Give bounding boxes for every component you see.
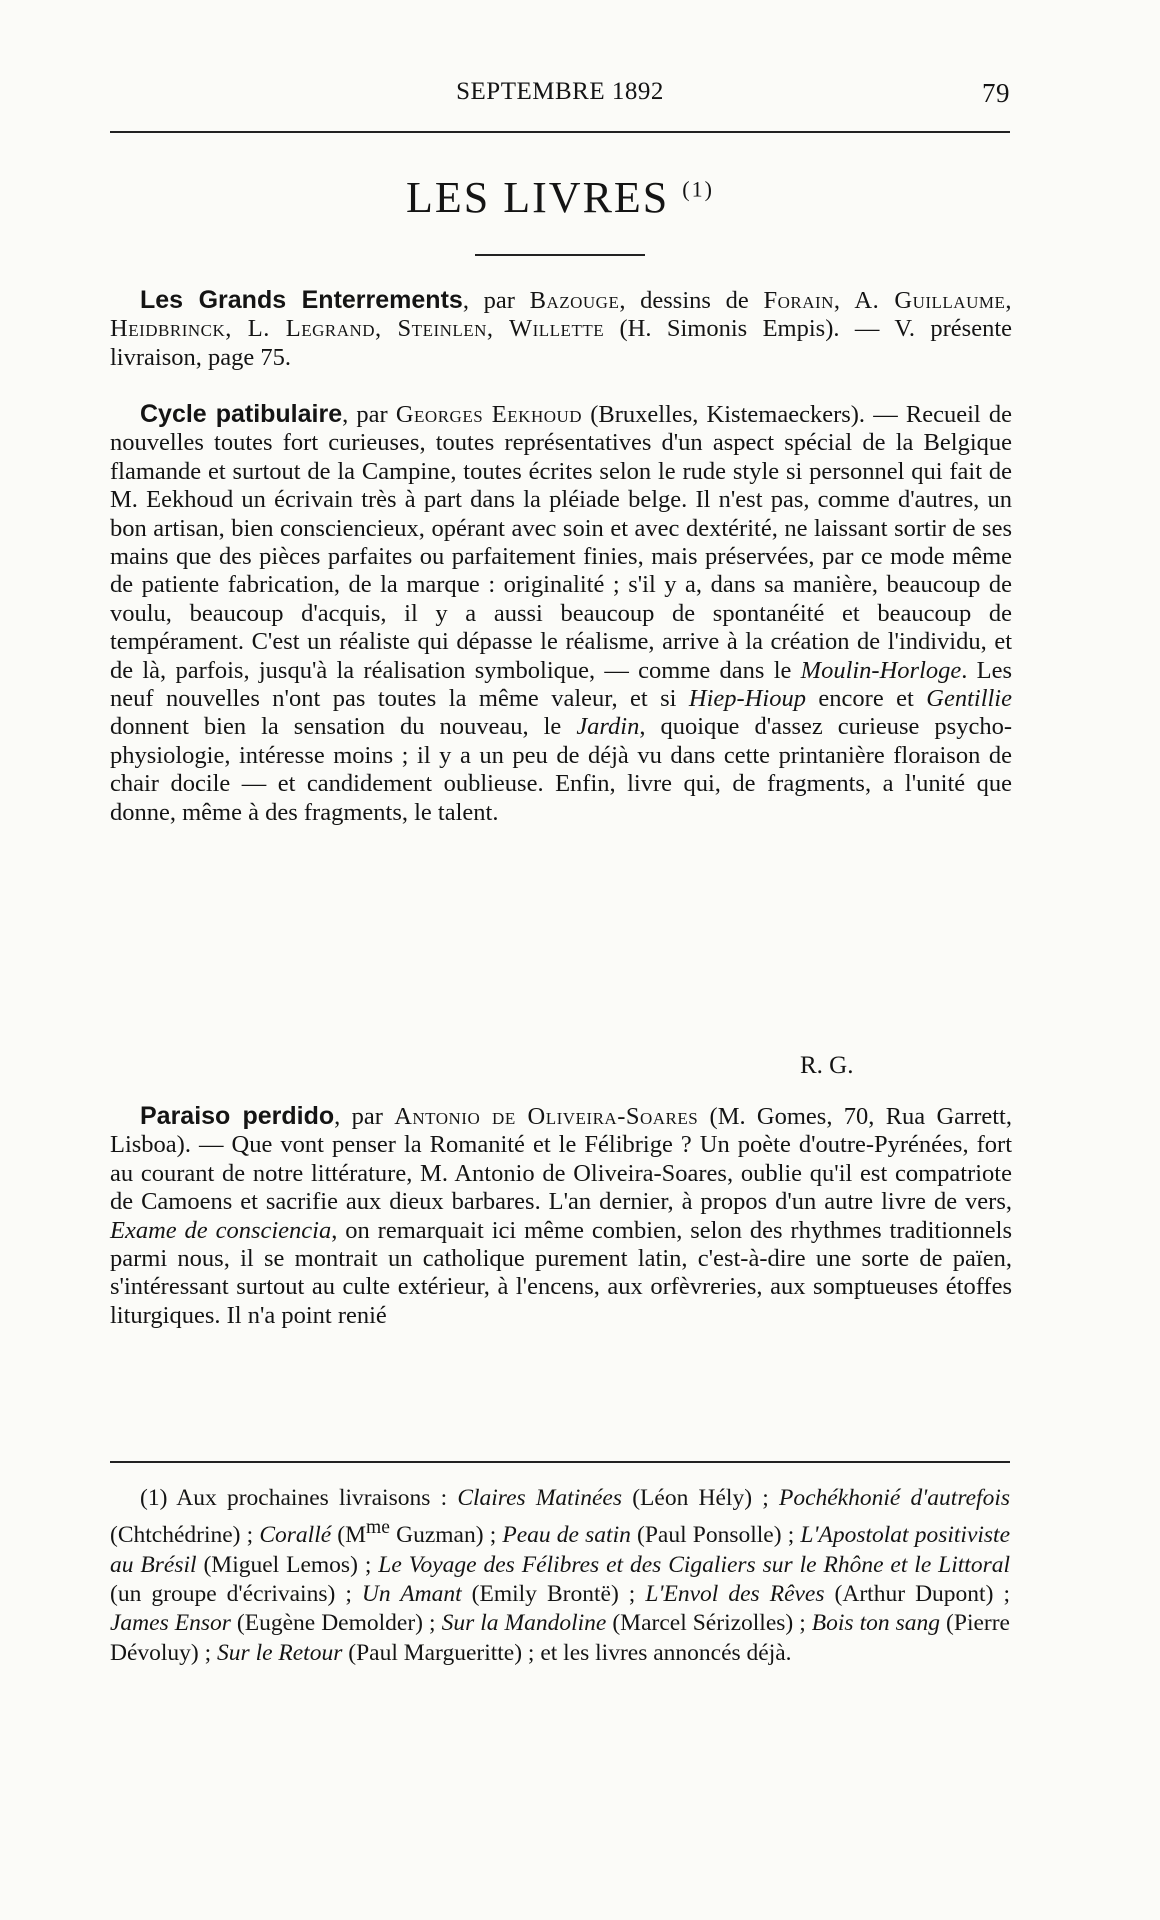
- text-run: (Emily Brontë) ;: [461, 1581, 646, 1608]
- footnote-paragraph: [110, 1484, 1010, 1668]
- work-title: Corallé: [259, 1522, 332, 1549]
- text-run: (Paul Ponsolle) ;: [630, 1522, 801, 1549]
- review-paragraph: [110, 286, 1012, 372]
- text-run: , par: [462, 287, 530, 314]
- author-name: Bazouge: [529, 287, 620, 314]
- text-run: donnent bien la sensation du nouveau, le: [110, 713, 577, 741]
- footnote-marker: (1): [682, 176, 714, 202]
- text-run: (Arthur Dupont) ;: [824, 1581, 1010, 1608]
- title-rule: [475, 254, 645, 256]
- text-run: (Eugène Demolder) ;: [230, 1610, 442, 1637]
- text-run: , par: [334, 1103, 395, 1130]
- work-title: James Ensor: [110, 1610, 231, 1637]
- work-title: Gentillie: [926, 685, 1012, 713]
- text-run: , on remarquait ici même combien, selon des rhythmes traditionnels parmi nous, il se montrait un catholique purement latin, c'est-à-dire une sorte de païen, s'intéressant surtout au culte extérieur, à l'encens, aux orfèvreries, aux somptueuses étoffes liturgiques. Il n'a point renié: [110, 1216, 1012, 1329]
- text-run: (Paul Margueritte) ; et les livres annoncés déjà.: [342, 1639, 792, 1666]
- running-header: [110, 68, 1010, 108]
- work-title: Moulin-Horloge: [800, 656, 962, 684]
- work-title: Claires Matinées: [457, 1485, 622, 1511]
- review-paraiso-perdido: [110, 1102, 1012, 1330]
- text-run: , dessins de: [619, 287, 764, 314]
- text-run: (1) Aux prochaines livraisons :: [140, 1485, 458, 1511]
- page-number: 79: [982, 78, 1010, 108]
- author-name: Georges Eekhoud: [395, 401, 583, 428]
- review-paragraph: [110, 1102, 1012, 1330]
- work-title: L'Envol des Rêves: [645, 1581, 825, 1608]
- text-run: (M. Gomes, 70, Rua Garrett, Lisboa). — Que vont penser la Romanité et le Félibrige ? Un poète d'outre-Pyrénées, fort au courant de notre littérature, M. Antonio de Oliveira-Soares, oublie qu'il est compatriote de Camoens et sacrifie aux dieux barbares. L'an dernier, à propos d'un autre livre de vers,: [110, 1103, 1012, 1216]
- superscript: me: [366, 1517, 390, 1539]
- text-run: . Les neuf nouvelles n'ont pas toutes la même valeur, et si: [110, 656, 1013, 713]
- illustrators: Forain, A. Guillaume, Heidbrinck, L. Legrand, Steinlen, Willette: [110, 287, 1012, 343]
- text-run: (Pierre Dévoluy) ;: [110, 1610, 1010, 1666]
- work-title: Peau de satin: [502, 1522, 631, 1549]
- book-title: Paraiso perdido: [140, 1102, 335, 1130]
- header-rule: [110, 131, 1010, 133]
- review-paragraph: [110, 400, 1012, 827]
- text-run: (Marcel Sérizolles) ;: [606, 1610, 812, 1637]
- book-title: Cycle patibulaire: [140, 400, 343, 428]
- work-title: Exame de consciencia: [110, 1216, 332, 1244]
- work-title: Un Amant: [361, 1581, 462, 1608]
- work-title: Jardin: [576, 713, 640, 741]
- work-title: Pochékhonié d'autrefois: [778, 1485, 1010, 1511]
- footnote: [110, 1484, 1010, 1668]
- work-title: Bois ton sang: [811, 1610, 941, 1637]
- text-run: (M: [331, 1522, 367, 1549]
- review-cycle-patibulaire: [110, 400, 1012, 827]
- text-run: , par: [342, 401, 396, 428]
- text-run: Guzman) ;: [389, 1522, 503, 1549]
- text-run: (H. Simonis Empis). — V. présente livraison, page 75.: [110, 315, 1012, 371]
- text-run: (Léon Hély) ;: [622, 1485, 779, 1511]
- text-run: (Bruxelles, Kistemaeckers). — Recueil de nouvelles toutes fort curieuses, toutes représentatives d'un aspect spécial de la Belgique flamande et surtout de la Campine, toutes écrites selon le rude style si personnel qui fait de M. Eekhoud un écrivain très à part dans la pléiade belge. Il n'est pas, comme d'autres, un bon artisan, bien consciencieux, opérant avec soin et avec dextérité, ne laissant sortir de ses mains que des pièces parfaites ou parfaitement finies, mais préservées, par ce mode même de patiente fabrication, de la marque : originalité ; s'il y a, dans sa manière, beaucoup de voulu, beaucoup d'acquis, il y a aussi beaucoup de spontanéité et beaucoup de tempérament. C'est un réaliste qui dépasse le réalisme, arrive à la création de l'individu, et de là, parfois, jusqu'à la réalisation symbolique, — comme dans le: [110, 401, 1012, 684]
- work-title: Sur le Retour: [217, 1639, 343, 1666]
- running-title: SEPTEMBRE 1892: [456, 78, 664, 105]
- section-title-text: LES LIVRES: [406, 173, 670, 222]
- review-signature: R. G.: [800, 1052, 854, 1079]
- text-run: (Chtchédrine) ;: [110, 1522, 260, 1549]
- work-title: Le Voyage des Félibres et des Cigaliers sur le Rhône et le Littoral: [378, 1551, 1011, 1578]
- section-title: [110, 172, 1010, 223]
- text-run: (un groupe d'écrivains) ;: [110, 1581, 362, 1608]
- text-run: (Miguel Lemos) ;: [196, 1551, 379, 1578]
- work-title: L'Apostolat positiviste au Brésil: [110, 1522, 1011, 1578]
- footnote-rule: [110, 1461, 1010, 1463]
- review-grands-enterrements: [110, 286, 1012, 372]
- work-title: Sur la Mandoline: [441, 1610, 607, 1637]
- text-run: , quoique d'assez curieuse psycho-physiologie, intéresse moins ; il y a un peu de déjà vu dans cette printanière floraison de chair docile — et candidement oublieuse. Enfin, livre qui, de fragments, a l'unité que donne, même à des fragments, le talent.: [110, 713, 1012, 826]
- book-title: Les Grands Enterrements: [140, 286, 463, 314]
- work-title: Hiep-Hioup: [688, 685, 806, 713]
- author-name: Antonio de Oliveira-Soares: [394, 1103, 699, 1130]
- text-run: encore et: [805, 685, 927, 713]
